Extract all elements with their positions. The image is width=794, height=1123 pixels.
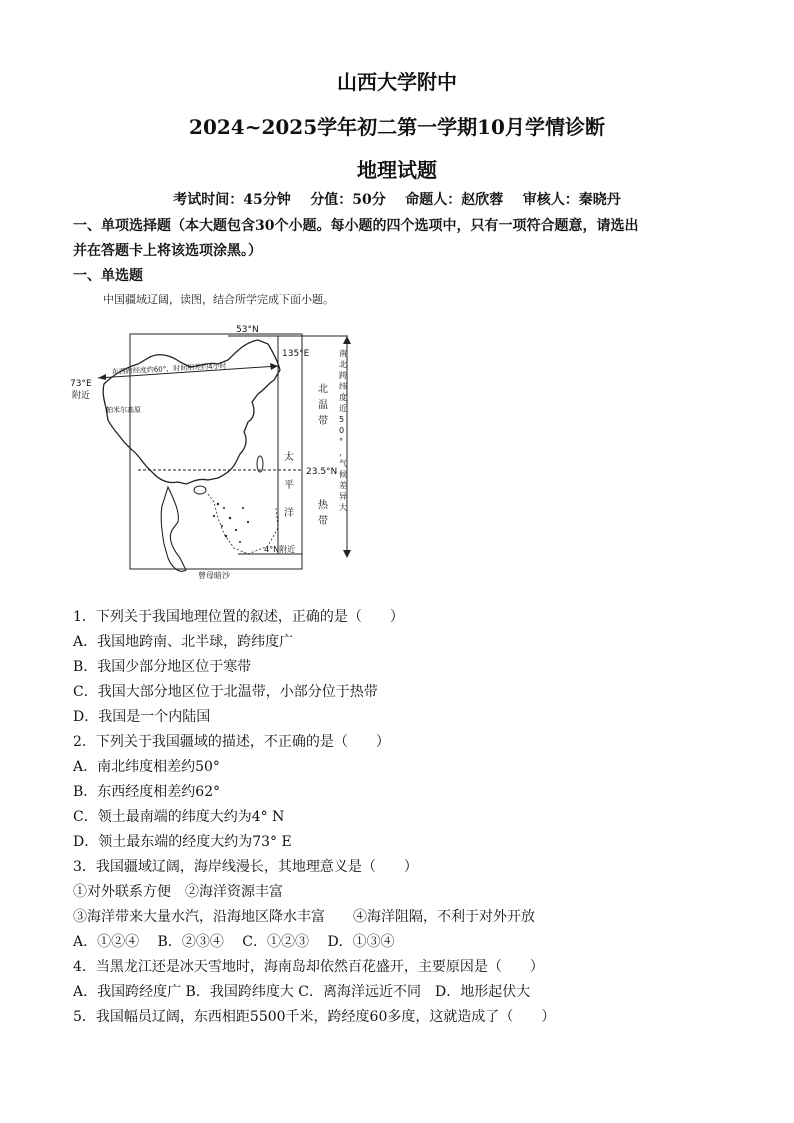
question-2-option-c[interactable]: C．领土最南端的纬度大约为4° N (73, 809, 285, 825)
question-3-statements-1: ①对外联系方便 ②海洋资源丰富 (73, 884, 283, 900)
label-north-temperate: 北温带 (318, 384, 328, 427)
label-tropics: 热带 (318, 500, 328, 527)
question-2-stem: 2．下列关于我国疆域的描述，不正确的是（ ） (73, 734, 390, 750)
section-instruction-line2: 并在答题卡上将该选项涂黑。） (73, 243, 262, 259)
label-73e-sub: 附近 (72, 391, 91, 401)
question-2-option-d[interactable]: D．领土最东端的经度大约为73° E (73, 834, 292, 850)
exam-meta: 考试时间：45分钟 分值：50分 命题人：赵欣蓉 审核人：秦晓丹 (173, 192, 621, 208)
question-4-stem: 4．当黑龙江还是冰天雪地时，海南岛却依然百花盛开，主要原因是（ ） (73, 959, 544, 975)
school-name: 山西大学附中 (337, 70, 457, 94)
china-territory-map (68, 322, 368, 584)
label-span: 南北跨纬度近 5 0 °，气候差异大 (339, 349, 347, 512)
span-arrow-up (343, 336, 351, 344)
subject-title: 地理试题 (357, 158, 437, 182)
label-4n: 4°N附近 (264, 545, 296, 554)
question-1-option-b[interactable]: B．我国少部分地区位于寒带 (73, 659, 252, 675)
section-instruction-line1: 一、单项选择题（本大题包含30个小题。每小题的四个选项中，只有一项符合题意，请选出 (73, 218, 639, 234)
south-china-sea-islands (213, 503, 249, 543)
question-3-statements-2: ③海洋带来大量水汽，沿海地区降水丰富 ④海洋阻隔，不利于对外开放 (73, 909, 535, 925)
label-zengmu: 曾母暗沙 (198, 571, 230, 580)
label-23-5n: 23.5°N (306, 467, 338, 477)
section-subheading: 一、单选题 (73, 268, 143, 284)
southeast-asia-outline (161, 487, 186, 571)
question-5-stem: 5．我国幅员辽阔，东西相距5500千米，跨经度60多度，这就造成了（ ） (73, 1009, 556, 1025)
question-4-options[interactable]: A．我国跨经度广 B．我国跨纬度大 C．离海洋远近不同 D．地形起伏大 (73, 984, 531, 1000)
question-2-option-a[interactable]: A．南北纬度相差约50° (73, 759, 220, 775)
span-arrow-down (343, 550, 351, 558)
question-1-option-a[interactable]: A．我国地跨南、北半球，跨纬度广 (73, 634, 294, 650)
hainan-island (194, 486, 206, 494)
question-1-option-d[interactable]: D．我国是一个内陆国 (73, 709, 211, 725)
question-3-options[interactable]: A．①②④ B．②③④ C．①②③ D．①③④ (73, 934, 395, 950)
question-1-option-c[interactable]: C．我国大部分地区位于北温带，小部分位于热带 (73, 684, 378, 700)
label-pamir: 帕米尔高原 (106, 406, 141, 414)
question-intro: 中国疆域辽阔，读图，结合所学完成下面小题。 (103, 293, 334, 306)
question-3-stem: 3．我国疆域辽阔，海岸线漫长，其地理意义是（ ） (73, 859, 418, 875)
question-2-option-b[interactable]: B．东西经度相差约62° (73, 784, 221, 800)
label-73e: 73°E (70, 379, 92, 389)
exam-title: 2024~2025学年初二第一学期10月学情诊断 (189, 115, 605, 139)
label-53n: 53°N (236, 325, 259, 335)
label-pacific: 太平洋 (284, 452, 294, 519)
question-1-stem: 1．下列关于我国地理位置的叙述，正确的是（ ） (73, 609, 404, 625)
label-135e: 135°E (282, 349, 310, 359)
label-east-west-span: 东西跨经度约60°，时间相差约4小时 (111, 361, 227, 376)
